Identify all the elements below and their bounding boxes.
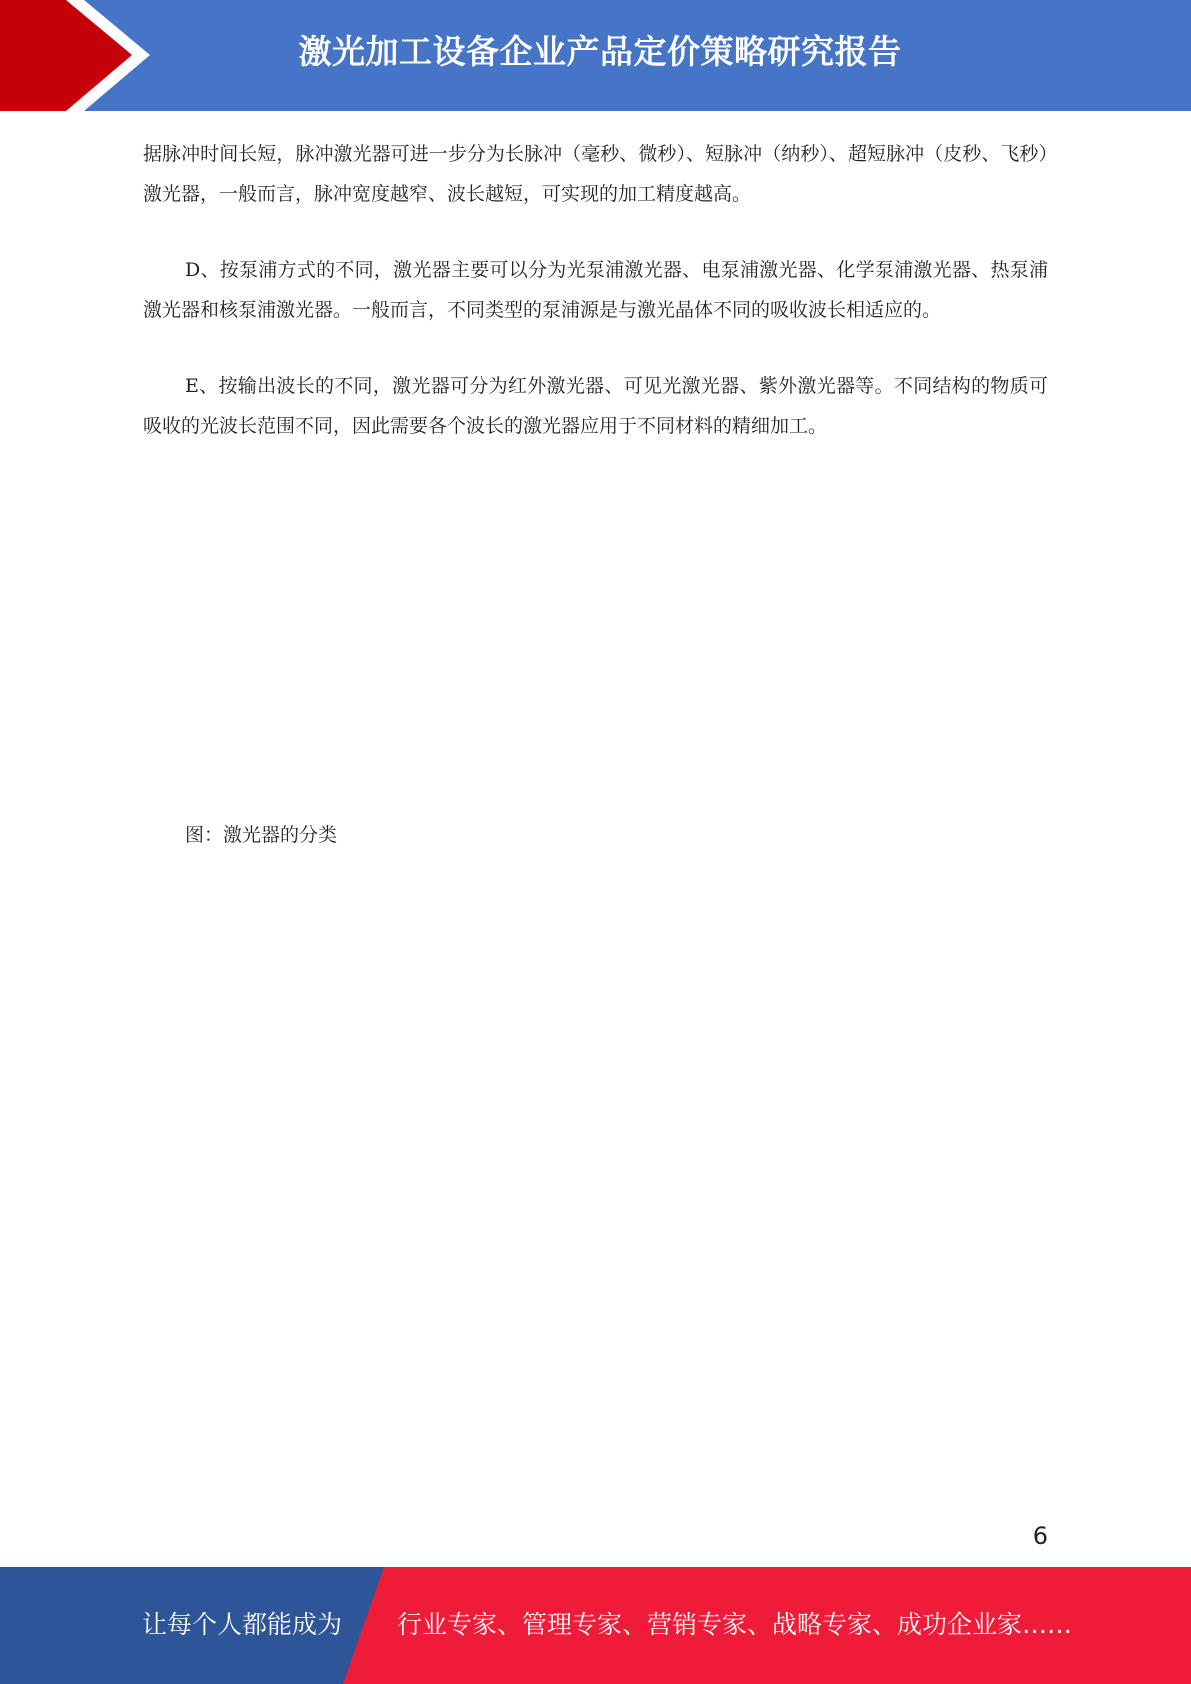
footer-banner: [0, 1567, 1191, 1684]
report-title: 激光加工设备企业产品定价策略研究报告: [298, 32, 902, 71]
paragraph-pulse-duration: 据脉冲时间长短，脉冲激光器可进一步分为长脉冲（毫秒、微秒）、短脉冲（纳秒）、超短脉冲（皮秒、飞秒）激光器，一般而言，脉冲宽度越窄、波长越短，可实现的加工精度越高。: [143, 143, 1048, 205]
figure-caption: 图：激光器的分类: [185, 824, 338, 846]
paragraph-output-wavelength: E、按输出波长的不同，激光器可分为红外激光器、可见光激光器、紫外激光器等。不同结构的物质可吸收的光波长范围不同，因此需要各个波长的激光器应用于不同材料的精细加工。: [143, 375, 1048, 437]
paragraph-pump-method: D、按泵浦方式的不同，激光器主要可以分为光泵浦激光器、电泵浦激光器、化学泵浦激光器、热泵浦激光器和核泵浦激光器。一般而言，不同类型的泵浦源是与激光晶体不同的吸收波长相适应的。: [143, 259, 1048, 321]
page-number: 6: [1032, 1522, 1048, 1550]
footer-slogan-left: 让每个人都能成为: [142, 1610, 343, 1639]
body-content: [143, 134, 1048, 446]
header-chevron-icon: [0, 0, 160, 111]
footer-slogan-right: 行业专家、管理专家、营销专家、战略专家、成功企业家……: [397, 1610, 1073, 1639]
header-banner: [0, 0, 1191, 111]
